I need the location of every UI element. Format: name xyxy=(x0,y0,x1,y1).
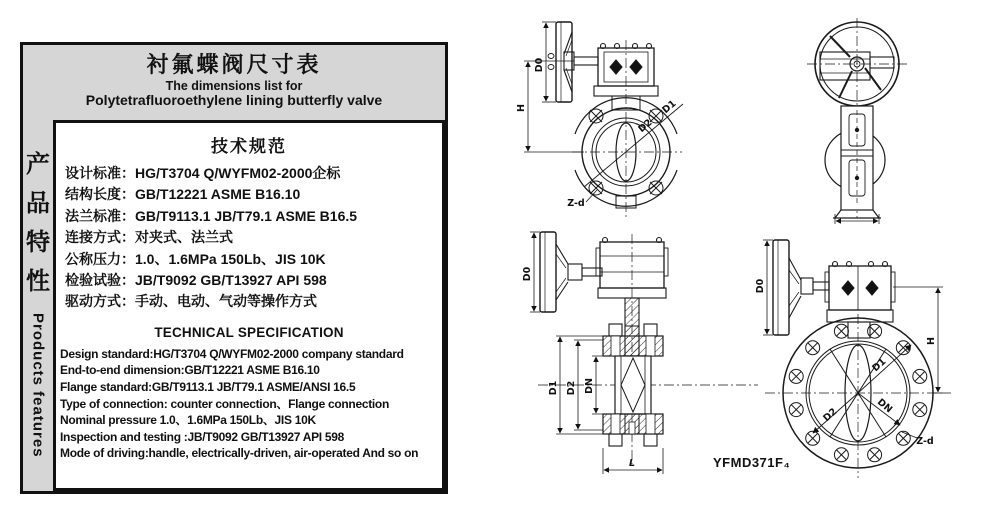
dim-label-zd: Z-d xyxy=(916,436,934,447)
dimensions xyxy=(835,214,879,224)
gearbox xyxy=(825,262,895,339)
dim-label-d0: D0 xyxy=(522,266,533,282)
sidebar-char: 特 xyxy=(26,229,50,256)
spec-inner-box xyxy=(53,120,445,491)
drawing-wafer-valve-front xyxy=(500,10,760,224)
spec-panel xyxy=(20,42,448,494)
handwheel-side xyxy=(548,22,598,102)
spec-en-line: End-to-end dimension:GB/T12221 ASME B16.10 xyxy=(60,363,320,378)
dim-label-dn: DN xyxy=(584,378,595,394)
dim-label-d0: D0 xyxy=(755,278,766,294)
spec-cn-line: 公称压力：1.0、1.6MPa 150Lb、JIS 10K xyxy=(65,250,326,267)
spec-cn-line: 结构长度：GB/T12221 ASME B16.10 xyxy=(65,186,301,203)
panel-title-cn: 衬氟蝶阀尺寸表 xyxy=(146,52,322,77)
dim-label-zd: Z-d xyxy=(567,198,585,209)
spec-cn-line: 设计标准：HG/T3704 Q/WYFM02-2000企标 xyxy=(65,165,341,181)
dim-label-d0: D0 xyxy=(534,57,545,73)
spec-en-line: Inspection and testing :JB/T9092 GB/T13927 API 598 xyxy=(60,429,344,444)
handwheel-side xyxy=(540,232,602,312)
sidebar-english-label: Products features xyxy=(29,312,47,458)
spec-cn-line: 连接方式：对夹式、法兰式 xyxy=(65,229,233,246)
dim-label-d1: D1 xyxy=(660,98,679,116)
dim-label-d2: D2 xyxy=(636,117,655,135)
sidebar-char: 产 xyxy=(26,151,50,178)
sidebar-char: 性 xyxy=(26,268,50,295)
spec-en-line: Design standard:HG/T3704 Q/WYFM02-2000 company standard xyxy=(60,346,404,361)
spec-en-line: Type of connection: counter connection、Flange connection xyxy=(60,396,389,411)
panel-title-en-line1: The dimensions list for xyxy=(165,78,303,93)
spec-cn-line: 驱动方式：手动、电动、气动等操作方式 xyxy=(65,293,317,310)
handwheel-side xyxy=(773,240,829,335)
dimensions xyxy=(763,240,945,438)
panel-title-block xyxy=(23,53,445,108)
dim-label-l: L xyxy=(628,458,636,469)
dim-label-h: H xyxy=(516,104,527,112)
dim-label-d2: D2 xyxy=(821,406,840,425)
spec-en-line: Nominal pressure 1.0、1.6MPa 150Lb、JIS 10K xyxy=(60,413,316,428)
drawing-wafer-valve-side xyxy=(795,10,1000,226)
spec-cn-line: 法兰标准：GB/T9113.1 JB/T79.1 ASME B16.5 xyxy=(65,207,358,224)
dimensions xyxy=(524,22,597,202)
sidebar-char: 品 xyxy=(26,190,50,217)
spec-en-line: Flange standard:GB/T9113.1 JB/T79.1 ASME/ANSI 16.5 xyxy=(60,380,356,395)
spec-cn-lines xyxy=(56,163,442,313)
gearbox xyxy=(594,44,658,97)
spec-en-heading: TECHNICAL SPECIFICATION xyxy=(154,324,344,340)
dim-label-dn: DN xyxy=(875,396,895,416)
sidebar-products-features xyxy=(23,145,53,461)
panel-title-en-line2: Polytetrafluoroethylene lining butterfly valve xyxy=(85,91,383,108)
spec-en-line: Mode of driving:handle, electrically-driven, air-operated And so on xyxy=(60,446,419,461)
model-number-label: YFMD371F₄ xyxy=(713,455,791,470)
valve-section xyxy=(603,298,663,446)
dim-label-d2: D2 xyxy=(566,380,577,396)
spec-cn-line: 检验试验：JB/T9092 GB/T13927 API 598 xyxy=(65,272,327,289)
dim-label-d1: D1 xyxy=(548,380,559,396)
valve-column xyxy=(833,106,881,218)
dim-label-d1: D1 xyxy=(870,356,889,375)
spec-cn-heading: 技术规范 xyxy=(211,137,287,156)
dim-label-h: H xyxy=(926,337,937,345)
spec-en-lines xyxy=(56,346,442,462)
